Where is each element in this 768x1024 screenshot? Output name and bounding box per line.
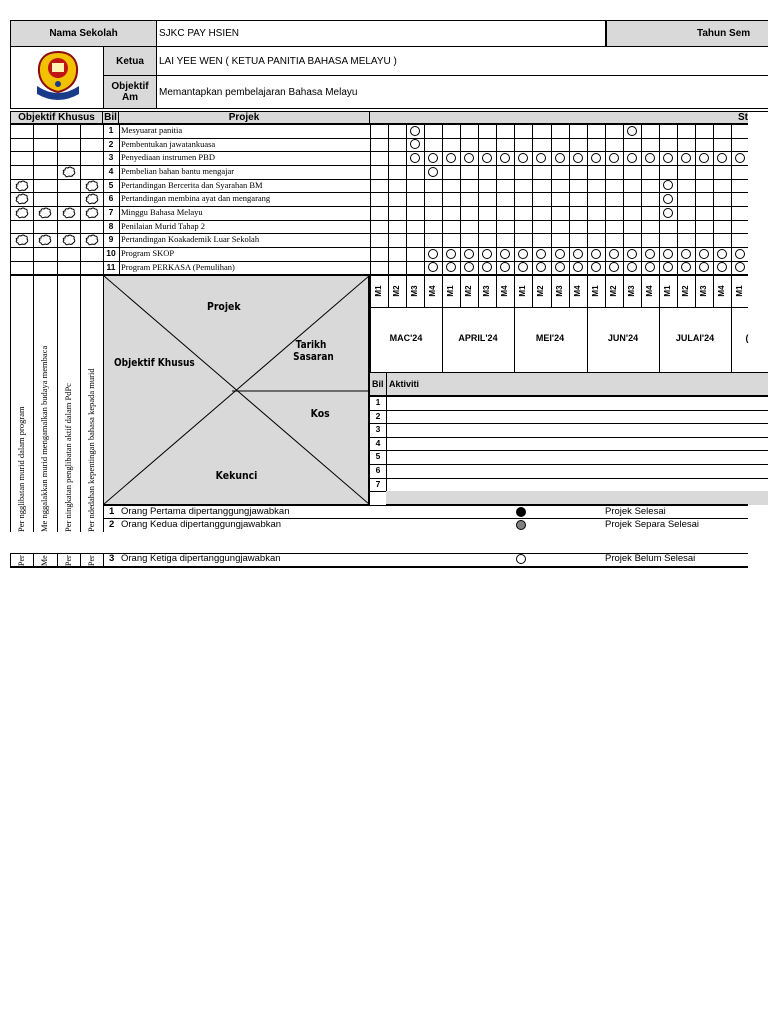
- cloud-icon: [62, 166, 76, 178]
- grid-col-line: [569, 124, 570, 274]
- legend-num: 1: [109, 506, 115, 517]
- status-circle-icon: [500, 153, 510, 163]
- status-circle-icon: [645, 153, 655, 163]
- project-name: Penilaian Murid Tahap 2: [121, 221, 205, 231]
- status-circle-icon: [699, 249, 709, 259]
- objective-vertical-label: Per ngglibatan murid dalam program: [16, 406, 26, 532]
- week-label: M2: [392, 285, 401, 297]
- project-name: Pembentukan jawatankuasa: [121, 139, 216, 149]
- status-circle-icon: [464, 249, 474, 259]
- grid-col-line: [677, 124, 678, 274]
- status-circle-icon: [591, 153, 601, 163]
- status-circle-icon: [609, 262, 619, 272]
- status-circle-icon: [573, 262, 583, 272]
- legend-text: Orang Pertama dipertanggungjawabkan: [121, 506, 290, 517]
- week-col-line: [569, 275, 570, 307]
- month-label: JULAI'24: [675, 333, 715, 343]
- status-circle-icon: [464, 153, 474, 163]
- legend-row3-top: [103, 553, 748, 554]
- status-circle-icon: [410, 126, 420, 136]
- legend-right-grey: [748, 491, 768, 505]
- project-bil: 3: [108, 152, 114, 162]
- obj-short-col: [33, 553, 34, 567]
- cloud-icon: [15, 234, 29, 246]
- week-label: M1: [663, 285, 672, 297]
- week-label: M1: [374, 285, 383, 297]
- grid-col-line: [623, 124, 624, 274]
- cloud-icon: [85, 180, 99, 192]
- x-matrix-top: Projek: [206, 300, 241, 313]
- status-circle-icon: [482, 153, 492, 163]
- x-matrix-right-lower: Kos: [310, 407, 330, 420]
- month-label: APRIL'24: [458, 333, 498, 343]
- grid-col-line: [605, 124, 606, 274]
- legend-row: [103, 519, 768, 532]
- grid-col-line: [587, 124, 588, 274]
- activity-row-line: [370, 410, 768, 411]
- grid-col-line: [731, 124, 732, 274]
- week-label: M2: [609, 285, 618, 297]
- objektif-label: Objektif Am: [111, 81, 149, 103]
- grid-col-line: [713, 124, 714, 274]
- status-circle-icon: [428, 153, 438, 163]
- obj-col-line: [80, 275, 81, 532]
- grid-col-line: [10, 124, 11, 274]
- obj-short-col: [80, 553, 81, 567]
- status-circle-icon: [573, 153, 583, 163]
- grid-col-line: [460, 124, 461, 274]
- week-col-line: [623, 275, 624, 307]
- status-circle-icon: [663, 262, 673, 272]
- project-bil: 7: [108, 207, 114, 217]
- month-label: JUN'24: [607, 333, 639, 343]
- obj-col-line: [10, 275, 11, 532]
- status-circle-icon: [446, 153, 456, 163]
- obj-col-line: [33, 275, 34, 532]
- status-circle-icon: [518, 153, 528, 163]
- week-label: M4: [500, 285, 509, 297]
- week-label: M1: [446, 285, 455, 297]
- status-circle-icon: [663, 180, 673, 190]
- activity-bil: 4: [375, 438, 381, 448]
- week-col-line: [406, 275, 407, 307]
- activity-bil: 1: [375, 397, 381, 407]
- cloud-icon: [15, 180, 29, 192]
- week-label: M1: [591, 285, 600, 297]
- week-label: M3: [627, 285, 636, 297]
- grid-col-line: [388, 124, 389, 274]
- ketua-value-cell: [157, 47, 768, 76]
- cloud-icon: [38, 207, 52, 219]
- obj-short-col: [57, 553, 58, 567]
- status-circle-icon: [500, 249, 510, 259]
- activity-row-line: [370, 478, 768, 479]
- legend-mid-line: [103, 518, 748, 519]
- status-circle-icon: [482, 249, 492, 259]
- status-circle-icon: [699, 262, 709, 272]
- project-bil: 11: [106, 262, 116, 272]
- status-circle-icon: [699, 153, 709, 163]
- legend-top-line: [103, 505, 748, 506]
- project-name: Pertandingan Koakademik Luar Sekolah: [121, 234, 260, 244]
- week-col-line: [460, 275, 461, 307]
- x-matrix-left: Objektif Khusus: [114, 356, 195, 369]
- status-circle-icon: [591, 249, 601, 259]
- school-label: Nama Sekolah: [49, 28, 118, 39]
- activity-bil: 5: [375, 451, 381, 461]
- legend-status-text: Projek Belum Selesai: [605, 553, 696, 564]
- status-circle-icon: [573, 249, 583, 259]
- status-circle-icon: [681, 249, 691, 259]
- project-bil: 10: [106, 248, 116, 258]
- status-circle-icon: [735, 262, 745, 272]
- projek-header: Projek: [119, 111, 370, 124]
- status-circle-icon: [627, 126, 637, 136]
- status-circle-icon: [627, 262, 637, 272]
- legend-text: Orang Ketiga dipertanggungjawabkan: [121, 553, 281, 564]
- status-circle-icon: [627, 153, 637, 163]
- status-circle-icon: [518, 249, 528, 259]
- objective-vertical-label: Me nggalakkan murid mengamalkan budaya membaca: [39, 345, 49, 532]
- status-circle-icon: [627, 249, 637, 259]
- grid-col-line: [641, 124, 642, 274]
- status-circle-icon: [555, 262, 565, 272]
- x-matrix-right: Tarikh Sasaran: [293, 339, 334, 363]
- week-label: M2: [464, 285, 473, 297]
- project-name: Mesyuarat panitia: [121, 125, 183, 135]
- project-name: Program SKOP: [121, 248, 175, 258]
- status-circle-icon: [482, 262, 492, 272]
- project-name: Pembelian bahan bantu mengajar: [121, 166, 235, 176]
- status-circle-icon: [645, 262, 655, 272]
- status-circle-icon: [555, 153, 565, 163]
- grid-col-line: [33, 124, 34, 274]
- status-circle-icon: [609, 153, 619, 163]
- grid-col-line: [442, 124, 443, 274]
- status-circle-icon: [591, 262, 601, 272]
- grid-col-line: [119, 124, 120, 274]
- status-circle-icon: [663, 208, 673, 218]
- week-col-line: [532, 275, 533, 307]
- grid-col-line: [551, 124, 552, 274]
- status-circle-icon: [663, 249, 673, 259]
- week-col-line: [514, 275, 515, 307]
- project-name: Program PERKASA (Pemulihan): [121, 262, 235, 272]
- status-header: St: [370, 111, 768, 124]
- activity-bil: 6: [375, 465, 381, 475]
- legend-status-dot-icon: [516, 554, 526, 564]
- legend-status-text: Projek Separa Selesai: [605, 519, 699, 530]
- status-circle-icon: [410, 139, 420, 149]
- activities-divider: [386, 372, 387, 505]
- grid-col-line: [80, 124, 81, 274]
- objective-vertical-label: Per ndedahan kepentingan bahasa kepada murid: [86, 368, 96, 532]
- grid-col-line: [57, 124, 58, 274]
- month-col-line: [731, 307, 732, 372]
- legend-left-line: [103, 553, 104, 567]
- week-label: M3: [555, 285, 564, 297]
- status-circle-icon: [536, 249, 546, 259]
- x-matrix: [103, 275, 370, 505]
- activities-header: [370, 372, 768, 396]
- week-col-line: [713, 275, 714, 307]
- legend-status-text: Projek Selesai: [605, 506, 666, 517]
- status-circle-icon: [428, 249, 438, 259]
- activities-bil-label: Bil: [372, 379, 384, 389]
- status-circle-icon: [609, 249, 619, 259]
- activity-bil: 3: [375, 424, 381, 434]
- school-name: SJKC PAY HSIEN: [159, 28, 240, 39]
- objective-short-label: Per: [64, 555, 73, 566]
- project-bil: 8: [108, 221, 114, 231]
- project-name: Minggu Bahasa Melayu: [121, 207, 203, 217]
- activity-bil: 7: [375, 479, 381, 489]
- grid-col-line: [532, 124, 533, 274]
- legend-num: 3: [109, 553, 115, 564]
- cloud-icon: [62, 207, 76, 219]
- status-circle-icon: [717, 153, 727, 163]
- year-label-cell: [605, 20, 768, 47]
- week-top-line: [370, 275, 748, 276]
- status-circle-icon: [464, 262, 474, 272]
- legend-num: 2: [109, 519, 115, 530]
- activity-row-line: [370, 450, 768, 451]
- logo-cell: [10, 47, 104, 109]
- obj-short-col: [10, 553, 11, 567]
- status-circle-icon: [717, 262, 727, 272]
- legend-text: Orang Kedua dipertanggungjawabkan: [121, 519, 282, 530]
- grid-col-line: [370, 124, 371, 274]
- week-col-line: [551, 275, 552, 307]
- week-col-line: [587, 275, 588, 307]
- objektif-label-cell: [104, 76, 157, 109]
- status-circle-icon: [663, 194, 673, 204]
- status-circle-icon: [500, 262, 510, 272]
- month-label: MAC'24: [389, 333, 423, 343]
- school-label-cell: [10, 20, 157, 47]
- status-circle-icon: [681, 153, 691, 163]
- legend-status-dot-icon: [516, 507, 526, 517]
- grid-col-line: [496, 124, 497, 274]
- activity-bil: 2: [375, 411, 381, 421]
- objektif-value: Memantapkan pembelajaran Bahasa Melayu: [159, 86, 358, 98]
- week-col-line: [695, 275, 696, 307]
- legend-status-dot-icon: [516, 520, 526, 530]
- status-circle-icon: [735, 153, 745, 163]
- week-label: M4: [717, 285, 726, 297]
- status-circle-icon: [735, 249, 745, 259]
- project-bil: 1: [108, 125, 114, 135]
- project-bil: 4: [108, 166, 114, 176]
- week-col-line: [442, 275, 443, 307]
- status-circle-icon: [428, 262, 438, 272]
- status-circle-icon: [410, 153, 420, 163]
- week-col-line: [496, 275, 497, 307]
- status-circle-icon: [536, 262, 546, 272]
- week-col-line: [388, 275, 389, 307]
- week-col-line: [731, 275, 732, 307]
- week-col-line: [605, 275, 606, 307]
- status-circle-icon: [446, 249, 456, 259]
- week-label: M3: [699, 285, 708, 297]
- activities-label: Aktiviti: [389, 379, 420, 389]
- cloud-icon: [85, 234, 99, 246]
- school-logo: [31, 50, 85, 106]
- cloud-icon: [62, 234, 76, 246]
- objective-short-label: Per: [87, 555, 96, 566]
- school-name-cell: [157, 20, 605, 47]
- activity-row-line: [370, 437, 768, 438]
- week-label: M1: [735, 285, 744, 297]
- status-circle-icon: [428, 167, 438, 177]
- week-label: M2: [536, 285, 545, 297]
- project-bil: 2: [108, 139, 114, 149]
- project-name: Pertandingan Bercerita dan Syarahan BM: [121, 180, 263, 190]
- grid-col-line: [406, 124, 407, 274]
- week-col-line: [641, 275, 642, 307]
- project-bil: 9: [108, 234, 114, 244]
- week-col-line: [370, 275, 371, 307]
- project-bil: 5: [108, 180, 114, 190]
- status-circle-icon: [555, 249, 565, 259]
- week-label: M3: [482, 285, 491, 297]
- activity-row-line: [370, 423, 768, 424]
- obj-col-line: [57, 275, 58, 532]
- ketua-label: Ketua: [116, 55, 144, 67]
- status-circle-icon: [717, 249, 727, 259]
- grid-col-line: [424, 124, 425, 274]
- activity-row-line: [370, 464, 768, 465]
- status-circle-icon: [518, 262, 528, 272]
- grid-col-line: [695, 124, 696, 274]
- objective-vertical-label: Per ningkatan penglibatan aktif dalam PdPc: [63, 383, 73, 532]
- grid-col-line: [659, 124, 660, 274]
- ketua-value: LAI YEE WEN ( KETUA PANITIA BAHASA MELAYU ): [159, 55, 397, 67]
- week-col-line: [659, 275, 660, 307]
- week-label: M1: [518, 285, 527, 297]
- cloud-icon: [38, 234, 52, 246]
- cloud-icon: [15, 207, 29, 219]
- project-name: Pertandingan membina ayat dan mengarang: [121, 193, 271, 203]
- activities-footer: [386, 491, 768, 505]
- week-col-line: [424, 275, 425, 307]
- cloud-icon: [15, 193, 29, 205]
- week-label: M4: [428, 285, 437, 297]
- week-col-line: [478, 275, 479, 307]
- cloud-icon: [85, 207, 99, 219]
- week-label: M2: [681, 285, 690, 297]
- ketua-label-cell: [104, 47, 157, 76]
- week-label: M4: [573, 285, 582, 297]
- project-name: Penyediaan instrumen PBD: [121, 152, 215, 162]
- legend-left-line: [103, 505, 104, 532]
- legend-row: [103, 553, 768, 566]
- week-label: M4: [645, 285, 654, 297]
- objektif-khusus-header: Objektif Khusus: [10, 111, 103, 124]
- cloud-icon: [85, 193, 99, 205]
- status-circle-icon: [645, 249, 655, 259]
- objektif-value-cell: [157, 76, 768, 109]
- month-label: MEI'24: [535, 333, 565, 343]
- status-circle-icon: [663, 153, 673, 163]
- legend-row3-bottom: [103, 566, 748, 568]
- objective-short-label: Me: [40, 555, 49, 566]
- status-header-gap: [748, 111, 768, 124]
- grid-col-line: [478, 124, 479, 274]
- activity-row-line: [370, 396, 768, 397]
- week-label: M3: [410, 285, 419, 297]
- status-circle-icon: [446, 262, 456, 272]
- grid-col-line: [514, 124, 515, 274]
- x-matrix-bottom: Kekunci: [215, 469, 258, 482]
- week-bottom-line: [370, 307, 748, 308]
- status-circle-icon: [681, 262, 691, 272]
- status-circle-icon: [536, 153, 546, 163]
- month-label: (: [745, 333, 749, 343]
- year-label: Tahun Sem: [697, 28, 751, 39]
- week-col-line: [677, 275, 678, 307]
- bil-header: Bil: [103, 111, 119, 124]
- objective-short-label: Per: [17, 555, 26, 566]
- project-bil: 6: [108, 193, 114, 203]
